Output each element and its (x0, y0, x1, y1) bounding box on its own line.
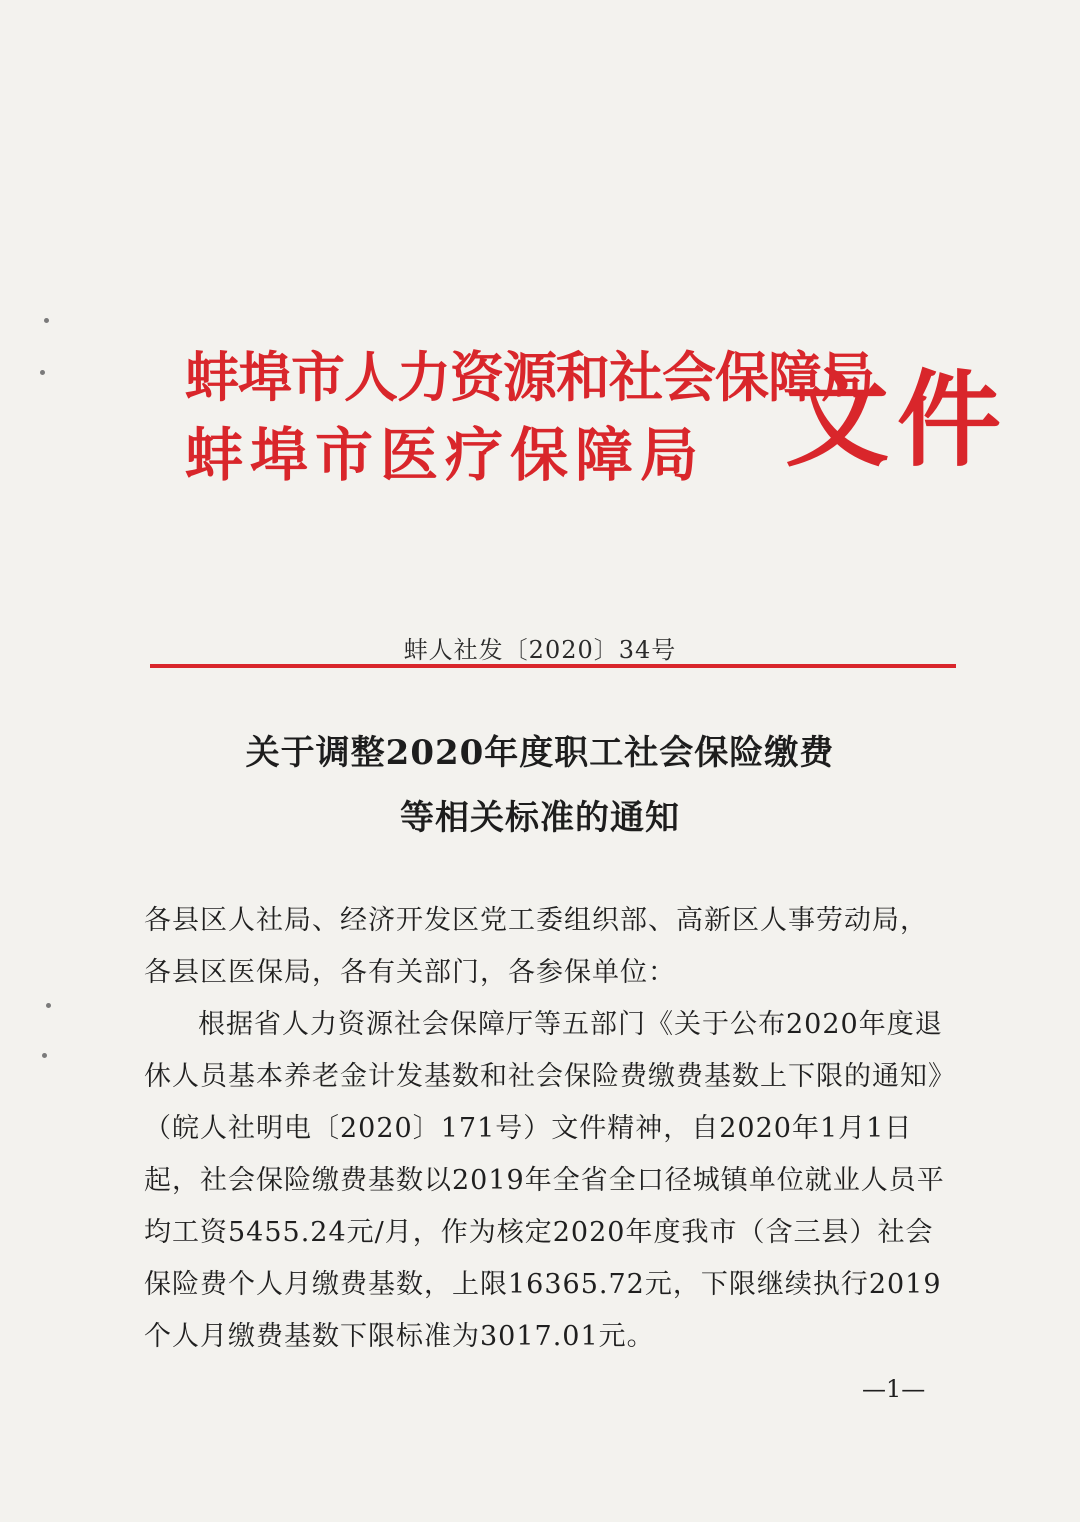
issuer-line-1: 蚌埠市人力资源和社会保障局 (185, 345, 874, 409)
issuer-line-2: 蚌埠市医疗保障局 (185, 421, 706, 489)
addressees: 各县区人社局、经济开发区党工委组织部、高新区人事劳动局，各县区医保局，各有关部门，各参保单位： (144, 905, 928, 988)
page-number: —1— (862, 1375, 926, 1403)
document-number: 蚌人社发〔2020〕34号 (403, 636, 677, 664)
body-paragraph-1: 根据省人力资源社会保障厅等五部门《关于公布2020年度退休人员基本养老金计发基数和社会保险费缴费基数上下限的通知》（皖人社明电〔2020〕171号）文件精神，自2020年1月1日起，社会保险缴费基数以2019年全省全口径城镇单位就业人员平均工资5455.24元/月，作为核定2020年度我市（含三县）社会保险费个人月缴费基数，上限16365.72元，下限继续执行2019个人月缴费基数下限标准为3017.01元。 (144, 1009, 945, 1352)
scan-speck (44, 318, 49, 323)
scan-speck (46, 1003, 51, 1008)
scan-speck (42, 1053, 47, 1058)
document-title-line-2: 等相关标准的通知 (400, 798, 680, 838)
scan-speck (40, 370, 45, 375)
red-letterhead (185, 345, 1010, 500)
document-body (144, 895, 954, 1363)
document-title-line-1: 关于调整2020年度职工社会保险缴费 (245, 733, 835, 773)
red-divider-line (150, 664, 956, 668)
doc-type-label: 文件 (785, 358, 1010, 481)
